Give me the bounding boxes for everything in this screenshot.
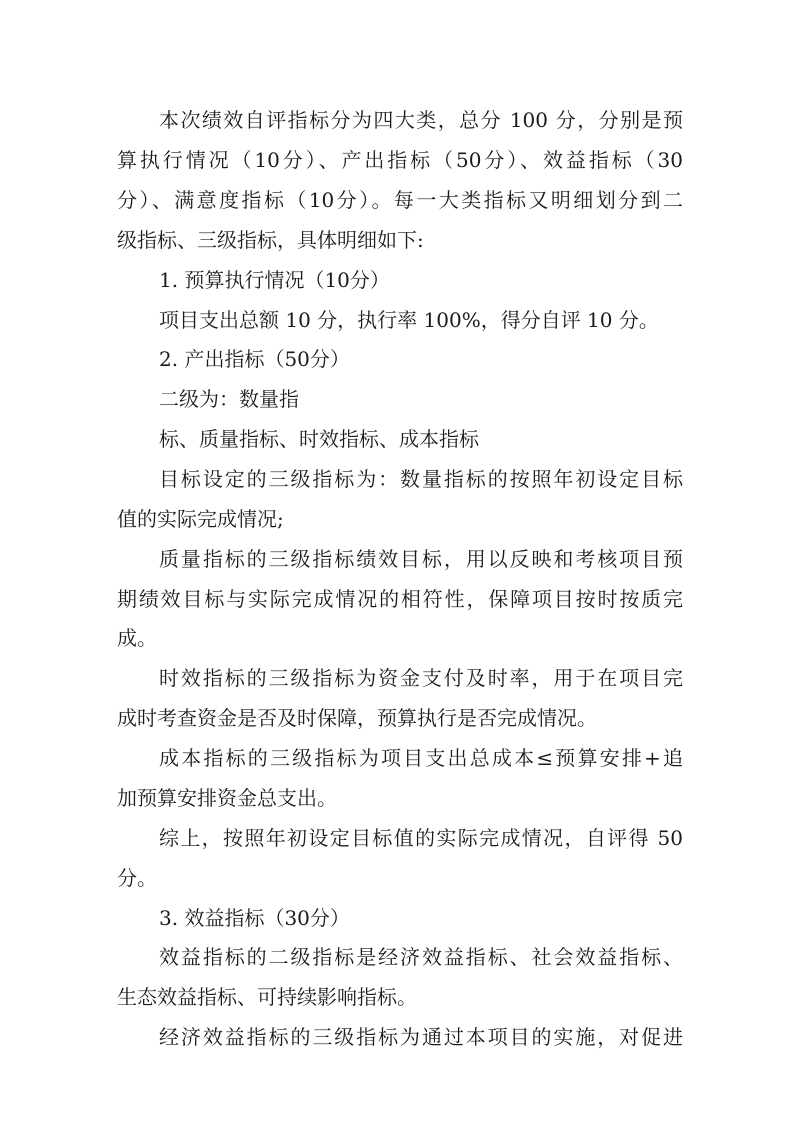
paragraph-line: 综上，按照年初设定目标值的实际完成情况，自评得 50 (159, 826, 683, 850)
paragraph-line: 本次绩效自评指标分为四大类，总分 100 分，分别是预 (159, 108, 683, 132)
paragraph-line: 质量指标的三级指标绩效目标，用以反映和考核项目预 (159, 547, 683, 571)
paragraph-line: 级指标、三级指标，具体明细如下: (117, 228, 424, 252)
paragraph-line: 项目支出总额 10 分，执行率 100%，得分自评 10 分。 (159, 308, 659, 332)
paragraph-line: 加预算安排资金总支出。 (117, 786, 337, 810)
paragraph-line: 成。 (117, 626, 157, 650)
paragraph-line: 成本指标的三级指标为项目支出总成本≤预算安排+追 (159, 746, 683, 770)
section-heading: 3. 效益指标（30分） (159, 906, 350, 930)
section-heading: 2. 产出指标（50分） (159, 347, 350, 371)
paragraph-line: 标、质量指标、时效指标、成本指标 (159, 427, 479, 451)
paragraph-line: 经济效益指标的三级指标为通过本项目的实施，对促进 (159, 1025, 683, 1049)
paragraph-line: 二级为：数量指 (159, 387, 299, 411)
paragraph-line: 目标设定的三级指标为：数量指标的按照年初设定目标 (159, 467, 683, 491)
section-heading: 1. 预算执行情况（10分） (159, 268, 390, 292)
paragraph-line: 值的实际完成情况; (117, 507, 284, 531)
paragraph-line: 分。 (117, 866, 157, 890)
paragraph-line: 效益指标的二级指标是经济效益指标、社会效益指标、 (159, 945, 683, 969)
paragraph-line: 时效指标的三级指标为资金支付及时率，用于在项目完 (159, 666, 683, 690)
paragraph-line: 算执行情况（10分）、产出指标（50分）、效益指标（30 (117, 148, 683, 172)
paragraph-line: 成时考查资金是否及时保障，预算执行是否完成情况。 (117, 706, 597, 730)
paragraph-line: 分）、满意度指标（10分）。每一大类指标又明细划分到二 (117, 188, 683, 212)
paragraph-line: 期绩效目标与实际完成情况的相符性，保障项目按时按质完 (117, 587, 683, 611)
paragraph-line: 生态效益指标、可持续影响指标。 (117, 985, 417, 1009)
